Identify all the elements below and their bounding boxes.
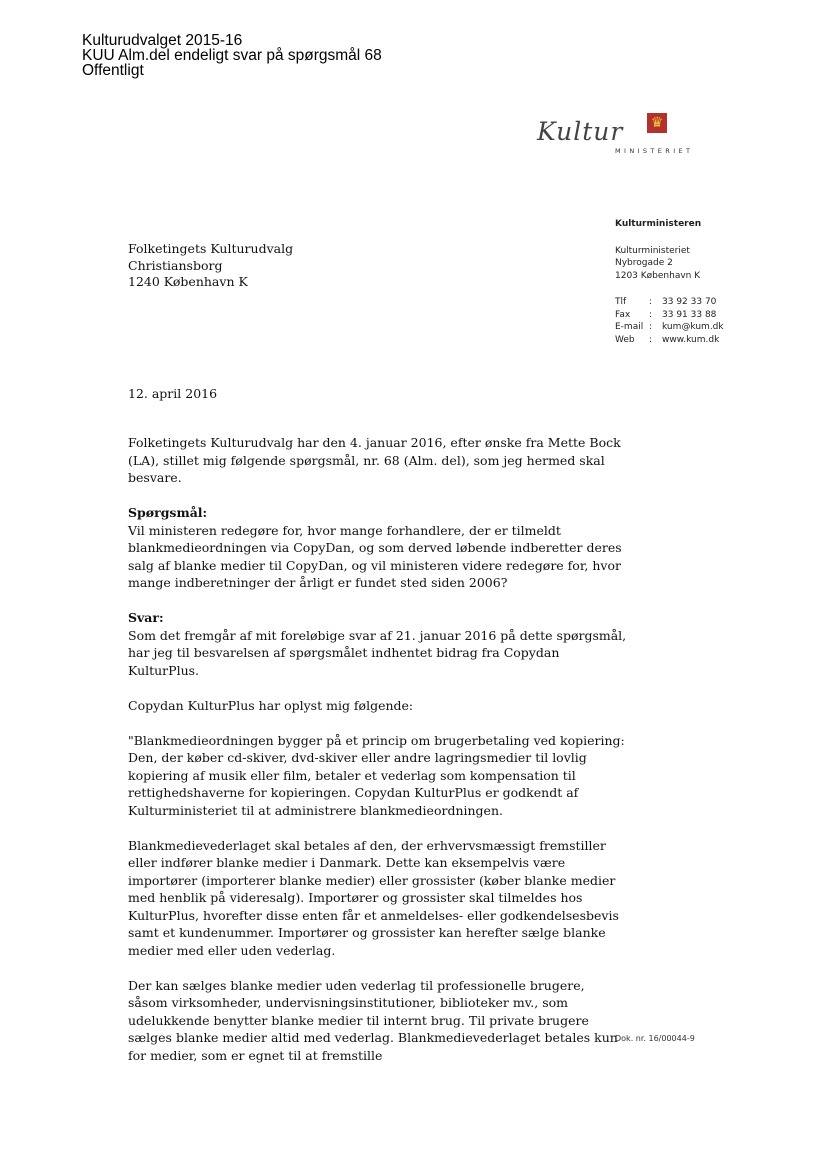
sender-address-line: Kulturministeriet <box>615 245 690 256</box>
body-paragraph: "Blankmedieordningen bygger på et princip om brugerbetaling ved kopiering: Den, der køber cd-skiver, dvd-skiver eller andre lagringsmedier til lovlig kopiering af musik eller film, betaler et vederlag som kompensation til rettighedshaverne for kopieringen. Copydan KulturPlus er godkendt af Kulturministeriet til at administrere blankmedieordningen. <box>128 732 625 818</box>
recipient-line: Folketingets Kulturudvalg <box>128 241 294 256</box>
sender-contacts <box>615 296 815 346</box>
body-paragraph: Der kan sælges blanke medier uden vederlag til professionelle brugere, såsom virksomheder, undervisningsinstitutioner, biblioteker mv., som udelukkende benytter blanke medier til internt brug. Til private brugere sælges blanke medier altid med vederlag. Blankmedievederlaget betales kun for medier, som er egnet til at fremstille <box>128 977 618 1063</box>
answer-text: Som det fremgår af mit foreløbige svar af 21. januar 2016 på dette spørgsmål, har jeg til besvarelsen af spørgsmålet indhentet bidrag fra Copydan KulturPlus. <box>128 627 627 678</box>
document-header <box>82 33 382 78</box>
sender-title: Kulturministeren <box>615 219 702 229</box>
ministry-logo <box>537 113 702 161</box>
question-text: Vil ministeren redegøre for, hvor mange forhandlere, der er tilmeldt blankmedieordningen via CopyDan, og som derved løbende indberetter deres salg af blanke medier til CopyDan, og vil ministeren videre redegøre for, hvor mange indberetninger der årligt er fundet sted siden 2006? <box>128 522 622 590</box>
contact-fax: Fax : 33 91 33 88 <box>615 309 717 320</box>
body-paragraph: Copydan KulturPlus har oplyst mig følgende: <box>128 697 414 713</box>
header-line: Kulturudvalget 2015-16 <box>82 32 243 49</box>
contact-email: E-mail : kum@kum.dk <box>615 322 724 332</box>
recipient-block <box>128 241 293 291</box>
header-line: KUU Alm.del endeligt svar på spørgsmål 68 <box>82 47 382 64</box>
crown-icon: ♛ <box>647 113 667 133</box>
recipient-line: Christiansborg <box>128 257 223 273</box>
recipient-line: 1240 København K <box>128 274 248 289</box>
intro-paragraph: Folketingets Kulturudvalg har den 4. januar 2016, efter ønske fra Mette Bock (LA), stillet mig følgende spørgsmål, nr. 68 (Alm. del), som jeg hermed skal besvare. <box>128 435 621 485</box>
contact-web: Web : www.kum.dk <box>615 334 720 345</box>
sender-address <box>615 245 815 283</box>
letter-body <box>128 434 628 1064</box>
sender-address-line: 1203 København K <box>615 270 701 281</box>
letter-date: 12. april 2016 <box>128 386 218 401</box>
document-number <box>615 1034 695 1043</box>
doc-number-label: Dok. nr. <box>615 1034 646 1043</box>
contact-phone: Tlf : 33 92 33 70 <box>615 297 717 307</box>
sender-address-line: Nybrogade 2 <box>615 258 673 268</box>
doc-number-value: 16/00044-9 <box>648 1034 695 1043</box>
sender-block <box>615 218 815 346</box>
logo-subtitle: MINISTERIET <box>615 147 694 155</box>
question-heading: Spørgsmål: <box>128 505 208 520</box>
header-line: Offentligt <box>82 62 144 79</box>
answer-heading: Svar: <box>128 610 164 625</box>
logo-script: Kultur <box>537 117 624 146</box>
body-paragraph: Blankmedievederlaget skal betales af den, der erhvervsmæssigt fremstiller eller indfører blanke medier i Danmark. Dette kan eksempelvis være importører (importerer blanke medier) eller grossister (køber blanke medier med henblik på videresalg). Importører og grossister skal tilmeldes hos KulturPlus, hvorefter disse enten får et anmeldelses- eller godkendelsesbevis samt et kundenummer. Importører og grossister kan herefter sælge blanke medier med eller uden vederlag. <box>128 837 619 958</box>
